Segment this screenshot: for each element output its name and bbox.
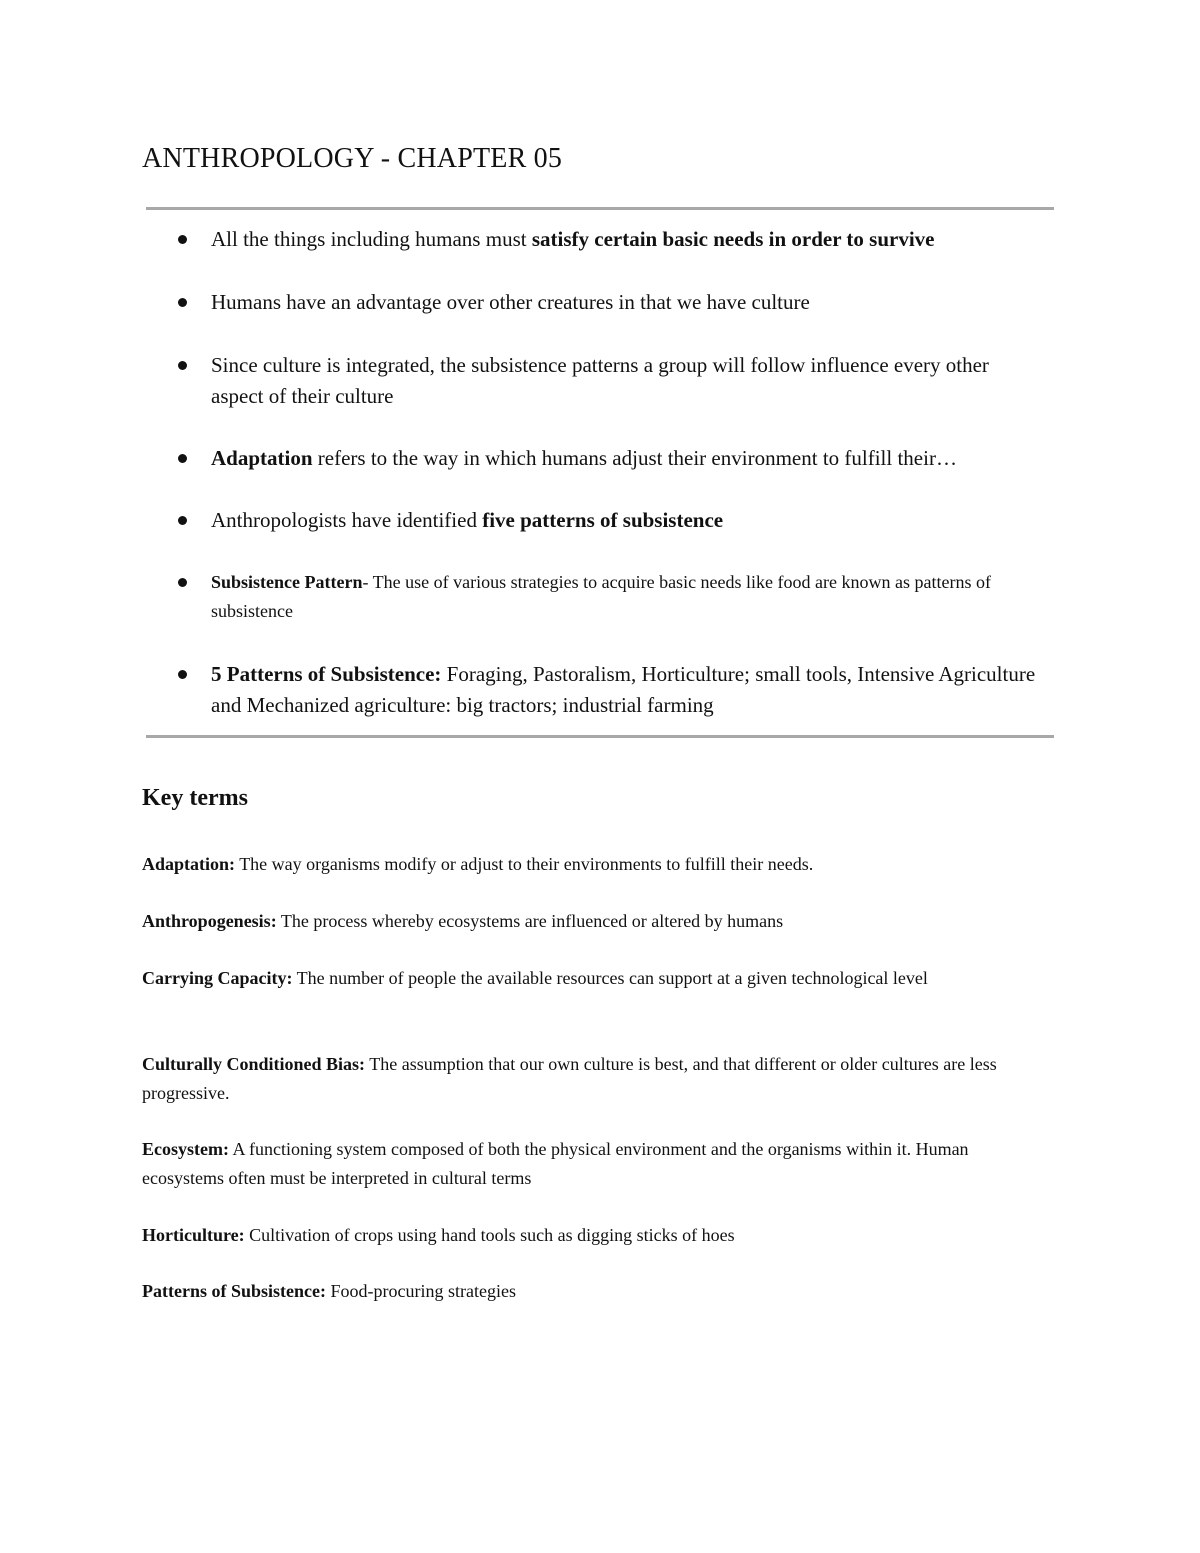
- page-title: ANTHROPOLOGY - CHAPTER 05: [142, 143, 563, 174]
- list-item-text: Anthropologists have identified five patterns of subsistence: [211, 508, 724, 532]
- bullet-icon: [178, 516, 187, 525]
- list-item-text: 5 Patterns of Subsistence: Foraging, Pastoralism, Horticulture; small tools, Intensive Agriculture and Mechanized agriculture: big tractors; industrial farming: [211, 662, 1036, 717]
- horizontal-divider-top: [146, 207, 1054, 210]
- list-item: [170, 443, 1040, 474]
- list-item: [170, 568, 1040, 626]
- bullet-icon: [178, 454, 187, 463]
- list-item: [170, 505, 1040, 536]
- key-term-label: Culturally Conditioned Bias:: [142, 1054, 366, 1074]
- key-terms-heading: Key terms: [142, 785, 248, 811]
- list-item-text: Since culture is integrated, the subsistence patterns a group will follow influence every other aspect of their culture: [211, 353, 989, 408]
- key-term-definition: The process whereby ecosystems are influenced or altered by humans: [276, 911, 784, 931]
- key-term-entry: [142, 1277, 1052, 1306]
- key-term-entry: [142, 907, 1052, 936]
- bullet-icon: [178, 235, 187, 244]
- key-term-label: Patterns of Subsistence:: [142, 1281, 326, 1301]
- list-item: [170, 659, 1040, 721]
- bullet-icon: [178, 670, 187, 679]
- key-term-label: Anthropogenesis:: [142, 911, 277, 931]
- horizontal-divider-bottom: [146, 735, 1054, 738]
- list-item: [170, 350, 1040, 412]
- key-term-entry: [142, 1135, 1052, 1193]
- list-item-text: Subsistence Pattern- The use of various strategies to acquire basic needs like food are known as patterns of subsistence: [211, 572, 991, 621]
- key-term-entry: [142, 850, 1052, 879]
- list-item: [170, 224, 1040, 255]
- key-term-definition: The assumption that our own culture is best, and that different or older cultures are less progressive.: [142, 1054, 997, 1103]
- key-term-entry: [142, 1050, 1052, 1108]
- key-term-label: Adaptation:: [142, 854, 236, 874]
- list-item-text: Adaptation refers to the way in which humans adjust their environment to fulfill their…: [211, 446, 957, 470]
- key-term-label: Ecosystem:: [142, 1139, 229, 1159]
- key-term-definition: The way organisms modify or adjust to their environments to fulfill their needs.: [235, 854, 814, 874]
- key-term-definition: The number of people the available resources can support at a given technological level: [292, 968, 928, 988]
- key-term-definition: A functioning system composed of both the physical environment and the organisms within it. Human ecosystems often must be interpreted in cultural terms: [142, 1139, 969, 1188]
- list-item-text: All the things including humans must satisfy certain basic needs in order to survive: [211, 227, 935, 251]
- key-term-definition: Cultivation of crops using hand tools such as digging sticks of hoes: [244, 1225, 735, 1245]
- list-item-text: Humans have an advantage over other creatures in that we have culture: [211, 290, 810, 314]
- key-term-entry: [142, 1221, 1052, 1250]
- bullet-icon: [178, 361, 187, 370]
- key-term-entry: [142, 964, 1052, 993]
- list-item: [170, 287, 1040, 318]
- key-term-label: Carrying Capacity:: [142, 968, 293, 988]
- bullet-icon: [178, 298, 187, 307]
- key-term-definition: Food-procuring strategies: [325, 1281, 516, 1301]
- key-term-label: Horticulture:: [142, 1225, 245, 1245]
- bullet-icon: [178, 578, 187, 587]
